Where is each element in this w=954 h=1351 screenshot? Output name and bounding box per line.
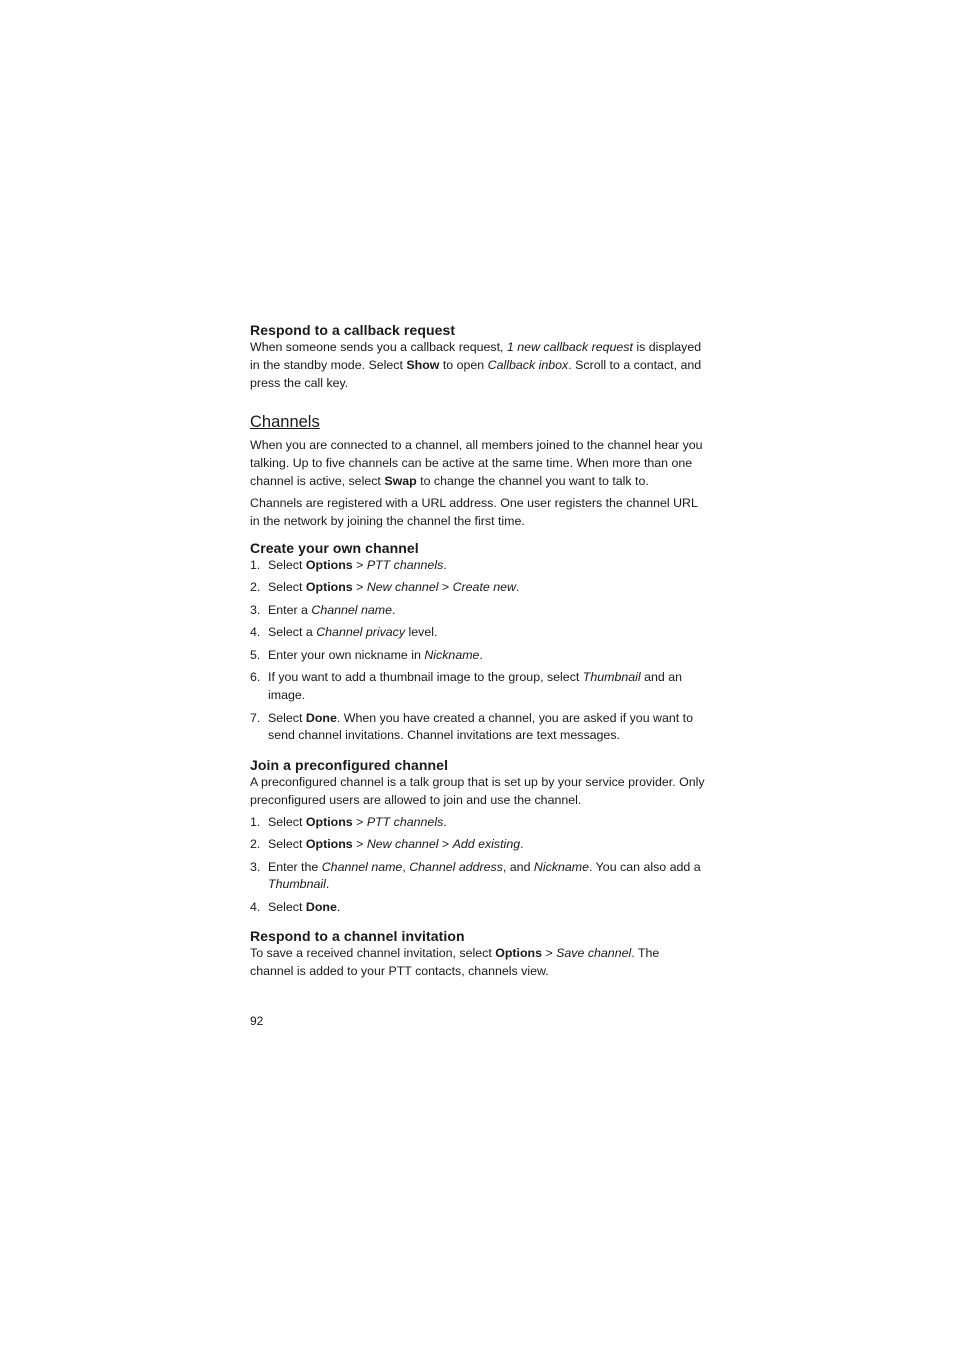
callback-heading: Respond to a callback request [250,322,456,338]
step-item [250,814,705,832]
step-text: Select Options > New channel > Add existing. [268,837,524,852]
step-text: Select Options > PTT channels. [268,814,447,829]
step-number: 3. [250,859,261,874]
join-channel-heading: Join a preconfigured channel [250,757,449,773]
callback-paragraph: When someone sends you a callback request, 1 new callback request is displayed in the standby mode. Select Show to open Callback inbox. Scroll to a contact, and press the call key. [250,340,702,390]
invitation-paragraph: To save a received channel invitation, select Options > Save channel. The channel is added to your PTT contacts, channels view. [250,946,660,978]
step-item [250,647,705,665]
step-text: Select Options > PTT channels. [268,558,447,572]
invitation-heading: Respond to a channel invitation [250,928,465,944]
step-item [250,710,705,745]
step-item [250,557,705,575]
callback-section [250,321,705,393]
step-number: 7. [250,710,261,725]
step-number: 5. [250,647,261,662]
channels-paragraph-2: Channels are registered with a URL address. One user registers the channel URL in the network by joining the channel the first time. [250,495,698,528]
step-number: 6. [250,670,261,685]
step-number: 4. [250,625,261,640]
step-item [250,579,705,597]
step-text: Select Options > New channel > Create new. [268,580,520,595]
step-item [250,899,705,917]
channels-paragraph-1: When you are connected to a channel, all members joined to the channel hear you talking. Up to five channels can be active at the same time. When more than one channel is active, select Swap to change the channel you want to talk to. [250,438,703,488]
step-item [250,859,705,894]
step-number: 2. [250,580,261,595]
step-text: Select Done. [268,899,341,914]
step-text: Select a Channel privacy level. [268,625,438,640]
step-text: Select Done. When you have created a channel, you are asked if you want to send channel invitations. Channel invitations are text messages. [268,710,693,743]
step-number: 3. [250,602,261,617]
join-channel-section [250,756,705,921]
step-text: Enter your own nickname in Nickname. [268,647,483,662]
step-item [250,836,705,854]
step-number: 2. [250,837,261,852]
create-channel-steps [250,557,705,745]
step-number: 4. [250,899,261,914]
step-text: Enter the Channel name, Channel address, and Nickname. You can also add a Thumbnail. [268,859,701,892]
create-channel-section [250,539,705,750]
page-number: 92 [250,1014,264,1028]
step-number: 1. [250,558,261,572]
channels-title: Channels [250,413,320,431]
channels-section [250,412,705,531]
create-channel-heading: Create your own channel [250,540,419,556]
step-item [250,602,705,620]
step-item [250,669,705,704]
join-channel-steps [250,814,705,917]
step-text: Enter a Channel name. [268,602,396,617]
step-text: If you want to add a thumbnail image to the group, select Thumbnail and an image. [268,670,682,703]
join-channel-paragraph: A preconfigured channel is a talk group that is set up by your service provider. Only preconfigured users are allowed to join and use the channel. [250,775,705,807]
step-item [250,624,705,642]
step-number: 1. [250,814,261,829]
invitation-section [250,927,705,981]
